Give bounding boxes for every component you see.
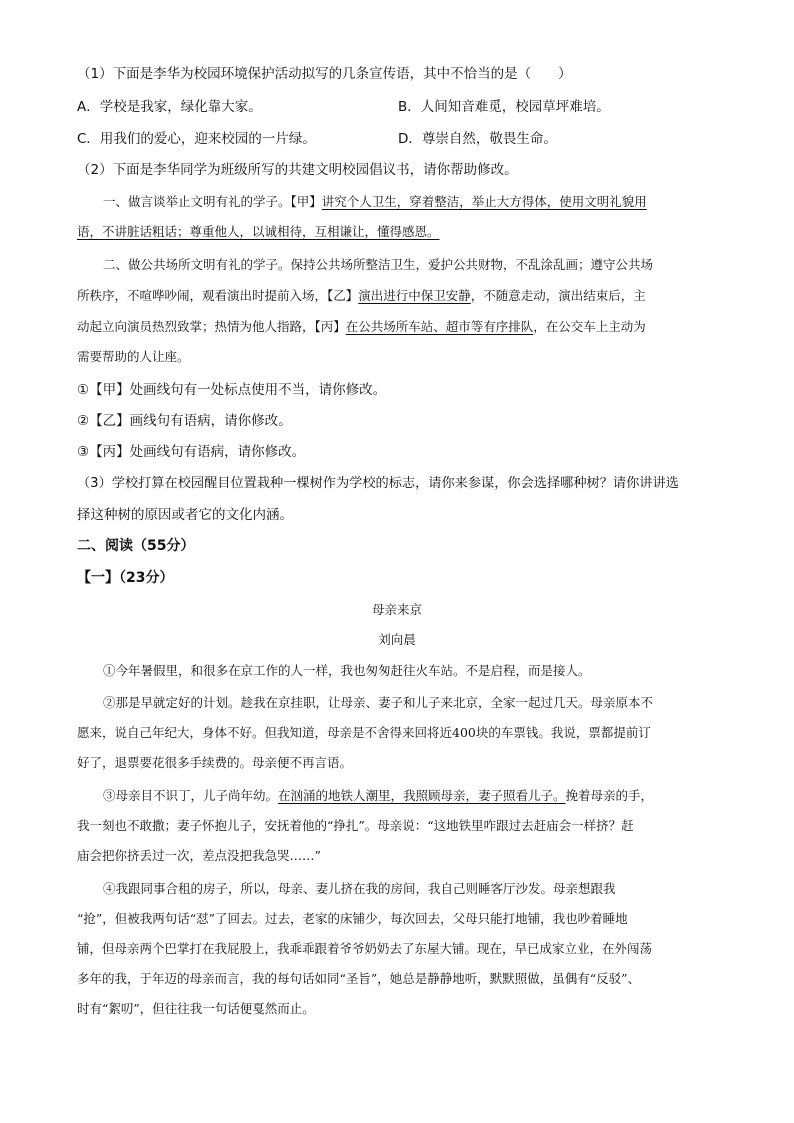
question-3-line-1: （3）学校打算在校园醒目位置栽种一棵树作为学校的标志，请你来参谋，你会选择哪种树？请你讲讲选 xyxy=(77,476,679,491)
underlined-sentence-jia-cont: 语，不讲脏话粗话；尊重他人，以诚相待，互相谦让，懂得感恩。 xyxy=(77,224,440,239)
section-2-heading: 二、阅读（55分） xyxy=(77,538,195,554)
article-paragraph-2-line-3: 好了，退票要花很多手续费的。母亲便不再言语。 xyxy=(77,755,353,770)
proposal-paragraph-1-line-1 xyxy=(103,192,647,212)
underlined-sentence-jia: 讲究个人卫生，穿着整洁，举止大方得体，使用文明礼貌用 xyxy=(321,194,647,209)
proposal-paragraph-2-line-1: 二、做公共场所文明有礼的学子。保持公共场所整洁卫生，爱护公共财物，不乱涂乱画；遵守公共场 xyxy=(103,257,654,272)
article-underlined-sentence: 在汹涌的地铁人潮里，我照顾母亲，妻子照看儿子。 xyxy=(278,788,566,803)
proposal-p1-prefix: 一、做言谈举止文明有礼的学子。【甲】 xyxy=(103,194,322,209)
question-3-line-2: 择这种树的原因或者它的文化内涵。 xyxy=(77,507,293,523)
article-paragraph-2-line-2: 愿来，说自己年纪大，身体不好。但我知道，母亲是不舍得来回将近400块的车票钱。我说，票都提前订 xyxy=(77,725,651,740)
option-d: D．尊崇自然，敬畏生命。 xyxy=(398,131,557,147)
option-a: A．学校是我家，绿化靠大家。 xyxy=(77,99,262,115)
p3-l1-pre: ③母亲目不识丁，儿子尚年幼。 xyxy=(103,788,279,803)
article-paragraph-3-line-2: 我一刻也不敢撒；妻子怀抱儿子，安抚着他的“挣扎”。母亲说：“这地铁里咋跟过去赶庙会一样挤？赶 xyxy=(77,818,634,833)
article-paragraph-3-line-1 xyxy=(103,786,653,806)
article-author: 刘向晨 xyxy=(378,632,416,647)
section-2-subheading: 【一】（23分） xyxy=(77,570,174,586)
article-paragraph-2-line-1: ②那是早就定好的计划。趁我在京挂职，让母亲、妻子和儿子来北京，全家一起过几天。母亲原本不 xyxy=(103,695,654,710)
sub-question-3: ③【丙】处画线句有语病，请你修改。 xyxy=(77,444,306,460)
p2-l2-pre: 所秩序，不喧哗吵闹，观看演出时提前入场，【乙】 xyxy=(77,288,359,303)
question-1-stem: （1）下面是李华为校园环境保护活动拟写的几条宣传语，其中不恰当的是（ ） xyxy=(77,66,572,82)
question-2-stem: （2）下面是李华同学为班级所写的共建文明校园倡议书，请你帮助修改。 xyxy=(77,162,518,178)
proposal-paragraph-2-line-3 xyxy=(77,317,646,337)
sub-question-2: ②【乙】画线句有语病，请你修改。 xyxy=(77,413,292,429)
option-b: B．人间知音难觅，校园草坪难培。 xyxy=(398,99,610,115)
underlined-sentence-yi: 演出进行中保卫安静 xyxy=(358,288,471,303)
sub-question-1: ①【甲】处画线句有一处标点使用不当，请你修改。 xyxy=(77,382,387,398)
article-paragraph-4-line-5: 时有“絮叨”，但往往我一句话便戛然而止。 xyxy=(77,1001,315,1016)
article-paragraph-4-line-3: 铺，但母亲两个巴掌打在我屁股上，我乖乖跟着爷爷奶奶去了东屋大铺。现在，早已成家立业，在外闯荡 xyxy=(77,941,653,956)
p3-l1-post: 挽着母亲的手， xyxy=(565,788,654,803)
article-paragraph-4-line-1: ④我跟同事合租的房子，所以，母亲、妻儿挤在我的房间，我自己则睡客厅沙发。母亲想跟我 xyxy=(103,881,616,896)
p2-l3-post: ，在公交车上主动为 xyxy=(533,319,646,334)
article-paragraph-3-line-3: 庙会把你挤丢过一次，差点没把我急哭……” xyxy=(77,848,321,863)
article-paragraph-4-line-4: 多年的我，于年迈的母亲而言，我的每句话如同“圣旨”，她总是静静地听，默默照做，虽偶有“反驳”、 xyxy=(77,971,641,986)
article-paragraph-1: ①今年暑假里，和很多在京工作的人一样，我也匆匆赶往火车站。不是启程，而是接人。 xyxy=(103,663,591,678)
proposal-paragraph-2-line-2 xyxy=(77,286,646,306)
underlined-sentence-bing: 在公共场所车站、超市等有序排队 xyxy=(345,319,534,334)
article-title: 母亲来京 xyxy=(371,602,422,617)
p2-l2-post: ，不随意走动，演出结束后，主 xyxy=(470,288,646,303)
p2-l3-pre: 动起立向演员热烈致掌；热情为他人指路，【丙】 xyxy=(77,319,346,334)
proposal-paragraph-2-line-4: 需要帮助的人让座。 xyxy=(77,349,190,364)
article-paragraph-4-line-2: “抢”，但被我两句话“怼”了回去。过去，老家的床铺少，每次回去，父母只能打地铺，我也吵着睡地 xyxy=(77,911,628,926)
option-c: C．用我们的爱心，迎来校园的一片绿。 xyxy=(77,131,316,147)
